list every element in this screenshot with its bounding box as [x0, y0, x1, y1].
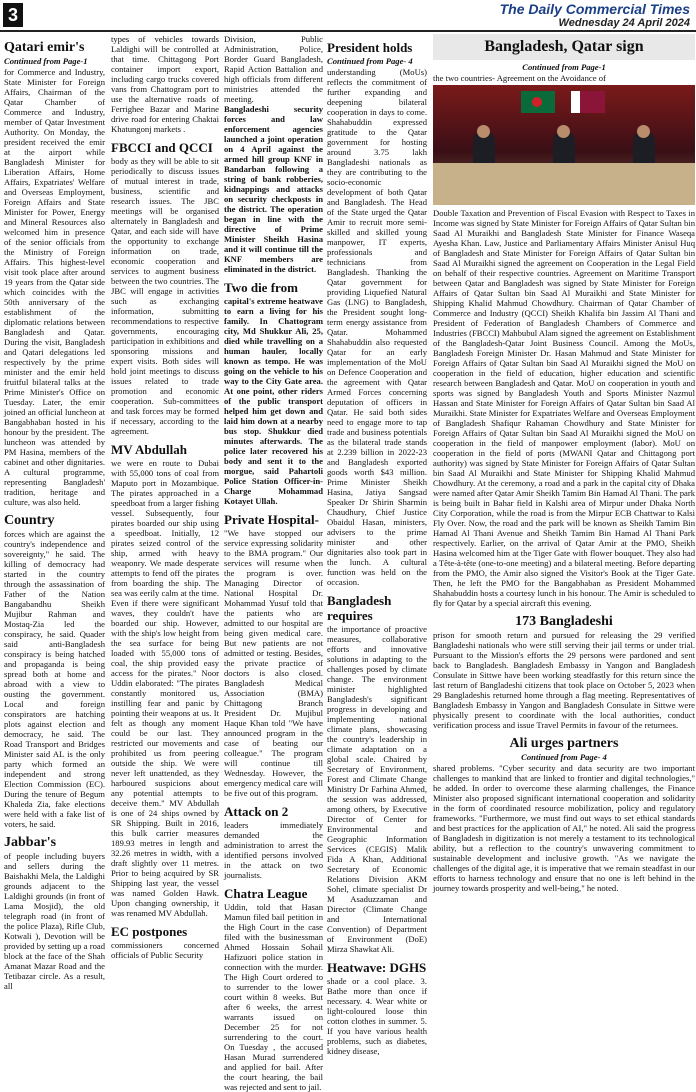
headline-ec-postpones: EC postpones: [111, 924, 188, 939]
masthead-rule: [0, 30, 696, 32]
article-body: the two countries- Agreement on the Avoidance of: [433, 73, 606, 83]
person-head: [557, 125, 570, 138]
page-number: 3: [3, 3, 23, 27]
article-body: we were en route to Dubai with 55,000 tons of coal from Maputo port in Mozambique. The pirates approached in a speedboat from a larger fishing vessel. Subsequently, four pirates boarded our ship using a speedboat. Initially, 12 pirates seized control of the ship, armed with heavy weaponry. We made desperate attempts to fend off the pirates from boarding the ship. The sea was eerily calm at the time. Even if there were significant waves, they couldn't have boarded our ship. However, with the ship's low height from the sea surface for being loaded with 55,000 tons of coal, the ship provided easy access for the pirates." Noor Uddin elaborated: "The pirates constantly monitored us, instilling fear and panic by pointing their weapons at us. It felt as though any moment could be our last. They restricted our movements and prohibited us from peering outside the ship. We were never left unattended, as they harboured suspicions about any potential attempts to deceive them." MV Abdullah is one of 24 ships owned by SR Shipping. Built in 2016, this bulk carrier measures 189.93 metres in length and 32.26 metres in width, with a draft slightly over 11 metres. Prior to being acquired by SR Shipping last year, the vessel was named Golden Hawk. Upon changing ownership, it was renamed MV Abdullah.: [111, 458, 219, 918]
article-body: leaders immediately demanded the administration to arrest the identified persons involved in the attack on two journalists.: [224, 820, 323, 880]
headline-bangladesh-requires: Bangladesh requires: [327, 593, 392, 623]
headline-qatari-emir: Qatari emir's: [4, 40, 85, 55]
paper-name-main: Commercial Times: [565, 1, 690, 17]
qatar-flag-icon: [571, 91, 605, 113]
continued-label: Continued from Page-1: [4, 56, 88, 66]
headline-private-hospital: Private Hospital-: [224, 512, 319, 527]
headline-president-holds: President holds: [327, 40, 413, 55]
paper-name-prefix: The Daily: [499, 1, 562, 17]
paper-name: [500, 1, 690, 17]
column-5-wide: [433, 34, 695, 1059]
paper-title-block: [500, 1, 690, 29]
wide-column-content: [433, 34, 695, 1059]
column-1: [4, 34, 105, 1059]
article-body: "We have stopped our service expressing solidarity to the BMA program." Our services will resume when the program is over. Managing Director of National Hospital Dr. Mohammad Yusuf told that the patients who are admitted to our hospital are being given medical care. But new patients are not admitted or testing. Besides, the private practice of doctors is also closed. Bangladesh Medical Association (BMA) Chittagong Branch President Dr. Mujibul Haque Khan told "We have announced program in the case of beating our colleague." The program will continue till Wednesday. However, the emergency medical care will be five out of this program.: [224, 528, 323, 798]
headline-173-bangladeshi: 173 Bangladeshi: [515, 614, 613, 629]
article-body: shared problems. "Cyber security and data security are two important challenges to mankind that are linked to frontier and digital technologies," he added. In order to overcome these alarming challenges, the Finance Minister also proposed significant international cooperation and solidarity in the form of coordinated resource mobilization, policy and regulatory frameworks. "Furthermore, we must find out ways to set ethical standards and best practices for the application of AI," he noted. Ali said the progress of Bangladesh in digitization is not merely a testament to its technological ability, but a reflection to the country's unwavering commitment to sustainable development and inclusive growth. "As we navigate the challenges of the digital age, it is imperative that we remain steadfast in our efforts to harness technology and ensure that no one is left behind in the journey towards prosperity and well-being," he noted.: [433, 763, 695, 893]
article-body: types of vehicles towards Laldighi will be controlled at that time. Chittagong Port container import export, including cargo trucks covered vans from Chattogram port to use the alternative roads of Ferrighee Bazar and Marine drive road for entering Chaktai Khatungonj markets .: [111, 34, 219, 134]
masthead: [0, 0, 696, 32]
article-body: shade or a cool place. 3. Bathe more than once if necessary. 4. Wear white or light-coloured loose thin cotton clothes in summer. 5. If you have various health problems, such as diabetes, kidney disease,: [327, 976, 427, 1056]
article-body: body as they will be able to sit periodically to discuss issues of mutual interest in trade, business, scientific and research issues. The JBC meetings will be organised alternately in Bangladesh and Qatar, and each side will have the opportunity to exchange information on trade, economic cooperation and services to augment business between the two countries. The JBC will engage in activities such as exchanging information, submitting recommendations to respective governments, encouraging participation in exhibitions and sponsoring missions and expert visits. Both sides will hold joint meetings to discuss issues related to trade promotion and economic cooperation. Sub-committees and task forces may be formed if necessary, according to the agreement.: [111, 156, 219, 436]
column-3: [224, 34, 323, 1092]
headline-mv-abdullah: MV Abdullah: [111, 442, 187, 457]
headline-heatwave-dghs: Heatwave: DGHS: [327, 960, 427, 975]
article-body: Uddin, told that Hasan Mamun filed bail petition in the High Court in the case filed with the businessman Ahmed Hossain Sohail Hafizuori police station in connection with the murder. The High Court ordered to to surrender to the lower court within 8 weeks. But after 6 weeks, the arrest warrants issued on December 25 for not surrendering to the court. On Tuesday , the accused Hasan Murad surrendered and applied for bail. After the court hearing, the bail was rejected and sent to jail.: [224, 902, 323, 1092]
headline-attack: Attack on 2: [224, 804, 289, 819]
headline-ali-urges: Ali urges partners: [509, 736, 619, 751]
bangladesh-flag-icon: [521, 91, 555, 113]
continued-label: Continued from Page- 4: [521, 752, 607, 762]
headline-chatra-league: Chatra League: [224, 886, 308, 901]
headline-jabbars: Jabbar's: [4, 835, 57, 850]
signing-table: [433, 163, 695, 205]
article-body-bold: Bangladeshi security forces and law enforcement agencies launched a joint operation on 4 April against the armed hill group KNF in Bandarban following a string of bank robberies, kidnappings and attacks on security checkposts in the district. The operation began in line with the directive of Prime Minister Sheikh Hasina and it will continue till the KNF members are eliminated in the district.: [224, 104, 323, 274]
article-body: forces which are against the country's independence and sovereignty," he said. The killing of democracy had started in the country through the assassination of Father of the Nation Bangabandhu Sheikh Mujibur Rahman and Mostaq-Zia led the conspiracy, he said. Quader said anti-Bangladesh conspiracy is being hatched and propaganda is being spread both at home and abroad with a view to ousting the government. Local and foreign conspirators are hatching plots against election and democracy, he said. The Road Transport and Bridges Minister said AL is the only party which formed an independent and strong Election Commission (EC). During the tenure of Begum Khaleda Zia, fake elections were held with a fake list of voters, he said.: [4, 529, 105, 829]
issue-date: Wednesday 24 April 2024: [558, 17, 690, 29]
article-body: Double Taxation and Prevention of Fiscal Evasion with Respect to Taxes in Income was signed by State Minister for Foreign Affairs of Qatar Sultan bin Saad Al Muraikhi and Bangladesh State Minister for Finance Waseqa Ayesha Khan. Law, Justice and Parliamentary Affairs Minister Anisul Huq of Bangladesh and State Minister for Foreign Affairs of Qatar Sultan bin Saad Al Muraikhi signed the agreement on Cooperation in the Legal Field on behalf of their respective countries. Agreement on Maritime Transport between Qatar and Bangladesh was signed by State Minister for Foreign Affairs of Qatar Sultan bin Saad Al Muraikhi and State Minister for Shipping Khalid Mahmud Chowdhury. Chairman of Qatar Chamber of Commerce and Industry (QCCI) Sheikh Khalifa bin Jassim Al Thani and President of Federation of Bangladesh Chambers of Commerce and Industries (FBCCI) Mahbubul Alam signed the agreement on Establishment of the Bangladesh-Qatar Joint Business Council. Among the MoUs, Bangladesh Foreign Minister Dr. Hasan Mahmud and State Minister for Foreign Affairs of Qatar Sultan bin Saad Al Muraikhi signed the MoU on cooperation in the field of education, higher education and scientific research between Bangladesh and Qatar. MoU on cooperation in youth and sports was signed by Bangladesh Youth and Sports Minister Nazmul Hassan and State Minister for Foreign Affairs of Qatar Sultan bin Saad Al Muraikhi. State Minister for Expatriates Welfare and Overseas Employment of Bangladesh Shafiqur Rahaman Chowdhury and State Minister for Foreign Affairs of Qatar Sultan bin Saad Al Muraikhi signed the MoU on cooperation in the field of manpower employment (labor). MoU on cooperation in the field of ports (MWANI Qatar and Chittagong port authority) was signed by State Minister for Foreign Affairs of Qatar Sultan bin Saad Al Muraikhi and State Minister for Shipping Khalid Mahmud Chowdhury. At the ceremony, a road and a park in the capital city of Dhaka were named after Qatar Amir Sheikh Tamim Bin Hamad Al Thani. The park is being built in Bahar field in Kalshi area of Mirpur under Dhaka North City Corporation, while the road is from the Mirpur ECB Chattwar to Kalsi Fly Over. Now, the road and the park will be known as Sheikh Tamim Bin Hamad Al Thani Avenue and Sheikh Tamim Bin Hamad Al Thani Park respectively. Earlier, on the arrival of Qatar Amir at the PMO, Sheikh Hasina welcomed him at the Tiger Gate with flower bouquet. They also had a Tête-à-tête (one-to-one meeting) and a bilateral meeting. Before departing from the PMO, the Amir also signed the Visitor's Book at the Tiger Gate. Then, he left the PMO for the Bangabhaban as President Mohammed Shahabuddin hosts a courtesy lunch in his honour. The Amir is scheduled to fly for Qatar by a special aircraft this evening.: [433, 208, 695, 608]
person-head: [637, 125, 650, 138]
column-4: [327, 34, 427, 1059]
signing-ceremony-photo: [433, 85, 695, 205]
article-body: for Commerce and Industry, State Minister for Foreign Affairs, Chairman of the Qatar Chamber of Commerce and Industry, member of Qatar Investment Authority. On Monday, the president received the emir at the airport while Bangladesh Minister for Liberation Affairs, Home Affairs, Expatriates' Welfare and Overseas Employment, Foreign Affairs and State Minister for Power, Energy and Mineral Resources also welcomed him in presence of the senior officials from the Ministry of Foreign Affairs. This highest-level visit took place after around 19 years from the Qatar side which coincides with the 50th anniversary of the establishment of the diplomatic relations between Bangladesh and Qatar. During the visit, Bangladesh and Qatari delegations led respectively by the prime minister and the emir held fruitful bilateral talks at the Prime Minister's Office on Tuesday. Later, the emir joined an official luncheon at Bangabhaban hosted in his honour by the president. The luncheon was attended by PM Hasina, members of the cabinet and other dignitaries. A cultural programme, representing Bangladesh' tradition, heritage and culture, was also held.: [4, 67, 105, 507]
continued-label: Continued from Page-1: [522, 62, 606, 72]
continued-label: Continued from Page- 4: [327, 56, 413, 66]
banner-headline: Bangladesh, Qatar sign: [433, 34, 695, 60]
headline-country: Country: [4, 513, 55, 528]
article-body: understanding (MoUs) reflects the commitment of further expanding and deepening bilateral cooperation in days to come. Shahabuddin expressed gratitude to the Qatar government for hosting around 3.75 lakh Bangladeshi nationals as they are contributing to the socio-economic development of both Qatar and Bangladesh. The Head of the State urged the Qatar Amir to recruit more semi-skilled and skilled young manpower, IT experts, professionals and technicians from Bangladesh. Thanking the Qatar government for providing Liquefied Natural Gas (LNG) to Bangladesh, the President sought long-term energy assistance from Qatar. Mohammed Shahabuddin also requested Qatar for an early implementation of the MoU on Defence Cooperation and the agreement with Qatar Armed Forces concerning deputation of officers in Qatar. He said both sides need to engage more to tap trade and business potentials as the bilateral trade stands at 2.239 billion in 2022-23 and Bangladesh exported goods worth $43 million. Prime Minister Sheikh Hasina, Jatiya Sangsad Speaker Dr Shirin Sharmin Chaudhury, Chief Justice Obaidul Hasan, ministers, advisers to the prime minister and other dignitaries also took part in the lunch. A cultural function was held on the occasion.: [327, 67, 427, 587]
article-body: the importance of proactive measures, collaborative efforts and innovative solutions in adapting to the challenges posed by climate change. The environment minister highlighted Bangladesh's significant progress in developing and implementing national climate plans, showcasing the country's leadership in climate adaptation on a global scale. Chaired by Secretary of Environment, Forest and Climate Change Ministry Dr Farhina Ahmed, the session was addressed, among others, by Executive Director of Center for Environmental and Geographic Information Services (CEGIS) Malik Fida A Khan, Additional Secretary of Economic Relations Division AKM Sohel, climate specialist Dr M Asaduzzaman and Director (Climate Change and International Convention) of Department of Environment (DoE) Mirza Shawkat Ali.: [327, 624, 427, 954]
article-body: Division, Public Administration, Police, Border Guard Bangladesh, Rapid Action Battalion and high officials from different ministries attended the meeting.: [224, 34, 323, 104]
column-2: [111, 34, 219, 1059]
headline-two-die: Two die from: [224, 280, 298, 295]
article-body: commissioners concerned officials of Public Security: [111, 940, 219, 960]
article-body: of people including buyers and sellers during the Baishakhi Mela, the Laldighi grounds adjacent to the Laldighi grounds (in front of Lama Mosjid), the old telegraph road (in front of the police Plaza), Rifle Club, Kotwali ), Devotion will be provided by setting up a road block at the face of the Shah Amanat Mazar Road and the Tetibazar circle. As a result, all: [4, 851, 105, 991]
headline-fbcci-qcci: FBCCI and QCCI: [111, 140, 213, 155]
article-body: prison for smooth return and pursued for releasing the 29 verified Bangladeshi nationals who were still serving their jail terms or under trial. Pursuant to the Mission's efforts the 29 persons were pardoned and sent back to Bangladesh. Bangladesh Embassy in Yangon and Bangladesh Consulate in Sittwe have been working steadfastly for this return since the last return of Bangladeshi citizens that took place on October 5, 2023 when 29 Bangladeshis returned home through a flag meeting. Representatives of Bangladesh Embassy in Yangon and Bangladesh Consulate in Sittwe were physically present to coordinate with the local authorities, conduct verification process and issue Travel Permits in favour of the returnees.: [433, 630, 695, 730]
article-body-bold: capital's extreme heatwave to earn a living for his family. In Chattogram city, Md Shukkur Ali, 25, died while travelling on a human hauler, locally known as tempo. He was going on the vehicle to his way to the City Gate area. At one point, other riders of the public transport helped him get down and laid him down at a nearby bus stop. Shukkur died minutes afterwards. The police later recovered his body and sent it to the morgue, said Pahartoli Police Station Officer-in-Charge Mohammad Kotayet Ullah.: [224, 296, 323, 506]
person-head: [477, 125, 490, 138]
